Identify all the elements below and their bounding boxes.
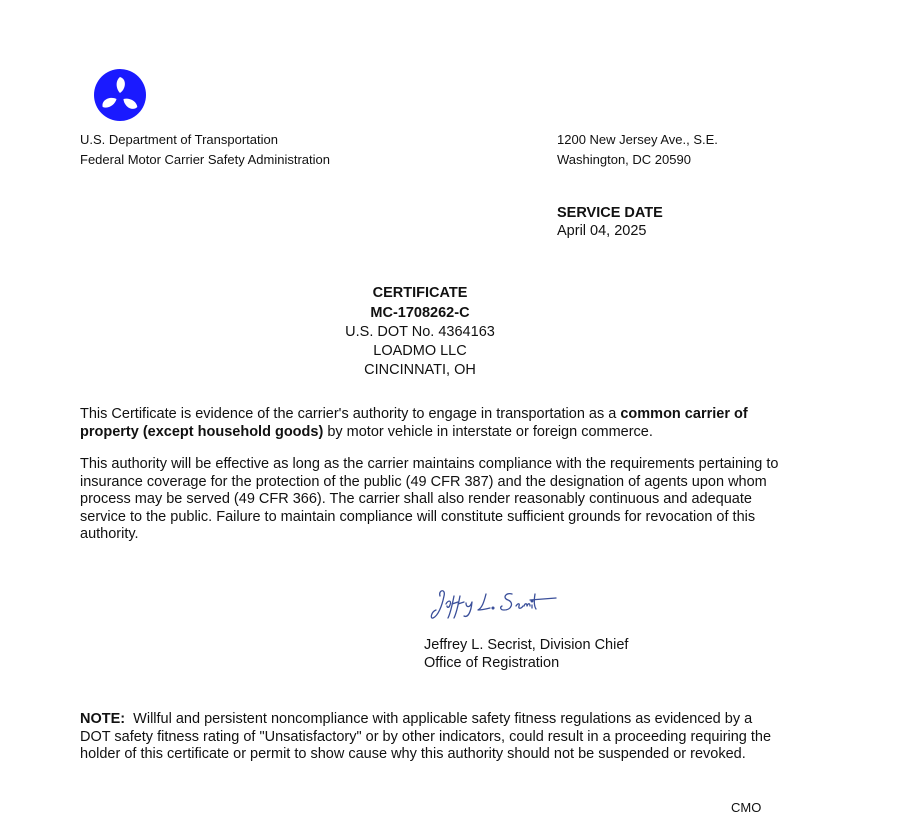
city-state-zip: Washington, DC 20590 — [557, 152, 691, 167]
signer-name-title: Jeffrey L. Secrist, Division Chief — [424, 637, 629, 653]
dot-logo-icon — [94, 69, 146, 121]
address-block — [557, 130, 718, 170]
certificate-title: CERTIFICATE — [372, 285, 468, 301]
authority-type: common carrier of property (except household goods) — [80, 406, 748, 440]
authority-text-end: by motor vehicle in interstate or foreign commerce. — [323, 423, 653, 440]
administration-name: Federal Motor Carrier Safety Administration — [80, 152, 330, 167]
note-paragraph — [80, 711, 780, 764]
authority-text-start: This Certificate is evidence of the carrier's authority to engage in transportation as a — [80, 406, 621, 422]
dot-number: U.S. DOT No. 4364163 — [345, 324, 495, 340]
service-date-block — [557, 204, 663, 240]
note-text: Willful and persistent noncompliance with applicable safety fitness regulations as evidenced by a DOT safety fitness rating of "Unsatisfactory" or by other indicators, could result in a proceeding requiring the holder of this certificate or permit to show cause why this authority should not be suspended or revoked. — [80, 711, 776, 762]
signature-image — [428, 582, 563, 622]
service-date-label: SERVICE DATE — [557, 205, 663, 221]
agency-block — [80, 130, 330, 170]
carrier-location: CINCINNATI, OH — [364, 362, 476, 378]
compliance-paragraph: This authority will be effective as long as the carrier maintains compliance with the requirements pertaining to insurance coverage for the protection of the public (49 CFR 387) and the designation of agents upon whom process may be served (49 CFR 366). The carrier shall also render reasonably continuous and adequate service to the public. Failure to maintain compliance will constitute sufficient grounds for revocation of this authority. — [80, 456, 779, 542]
street-address: 1200 New Jersey Ave., S.E. — [557, 132, 718, 147]
signer-office: Office of Registration — [424, 655, 560, 671]
certificate-block — [270, 283, 570, 380]
authority-paragraph — [80, 406, 780, 441]
footer-code: CMO — [731, 800, 762, 815]
agency-name: U.S. Department of Transportation — [80, 132, 278, 147]
carrier-name: LOADMO LLC — [373, 343, 467, 359]
service-date-value: April 04, 2025 — [557, 223, 647, 239]
signer-block — [424, 636, 628, 672]
note-label: NOTE: — [80, 711, 126, 727]
certificate-number: MC-1708262-C — [370, 305, 470, 321]
